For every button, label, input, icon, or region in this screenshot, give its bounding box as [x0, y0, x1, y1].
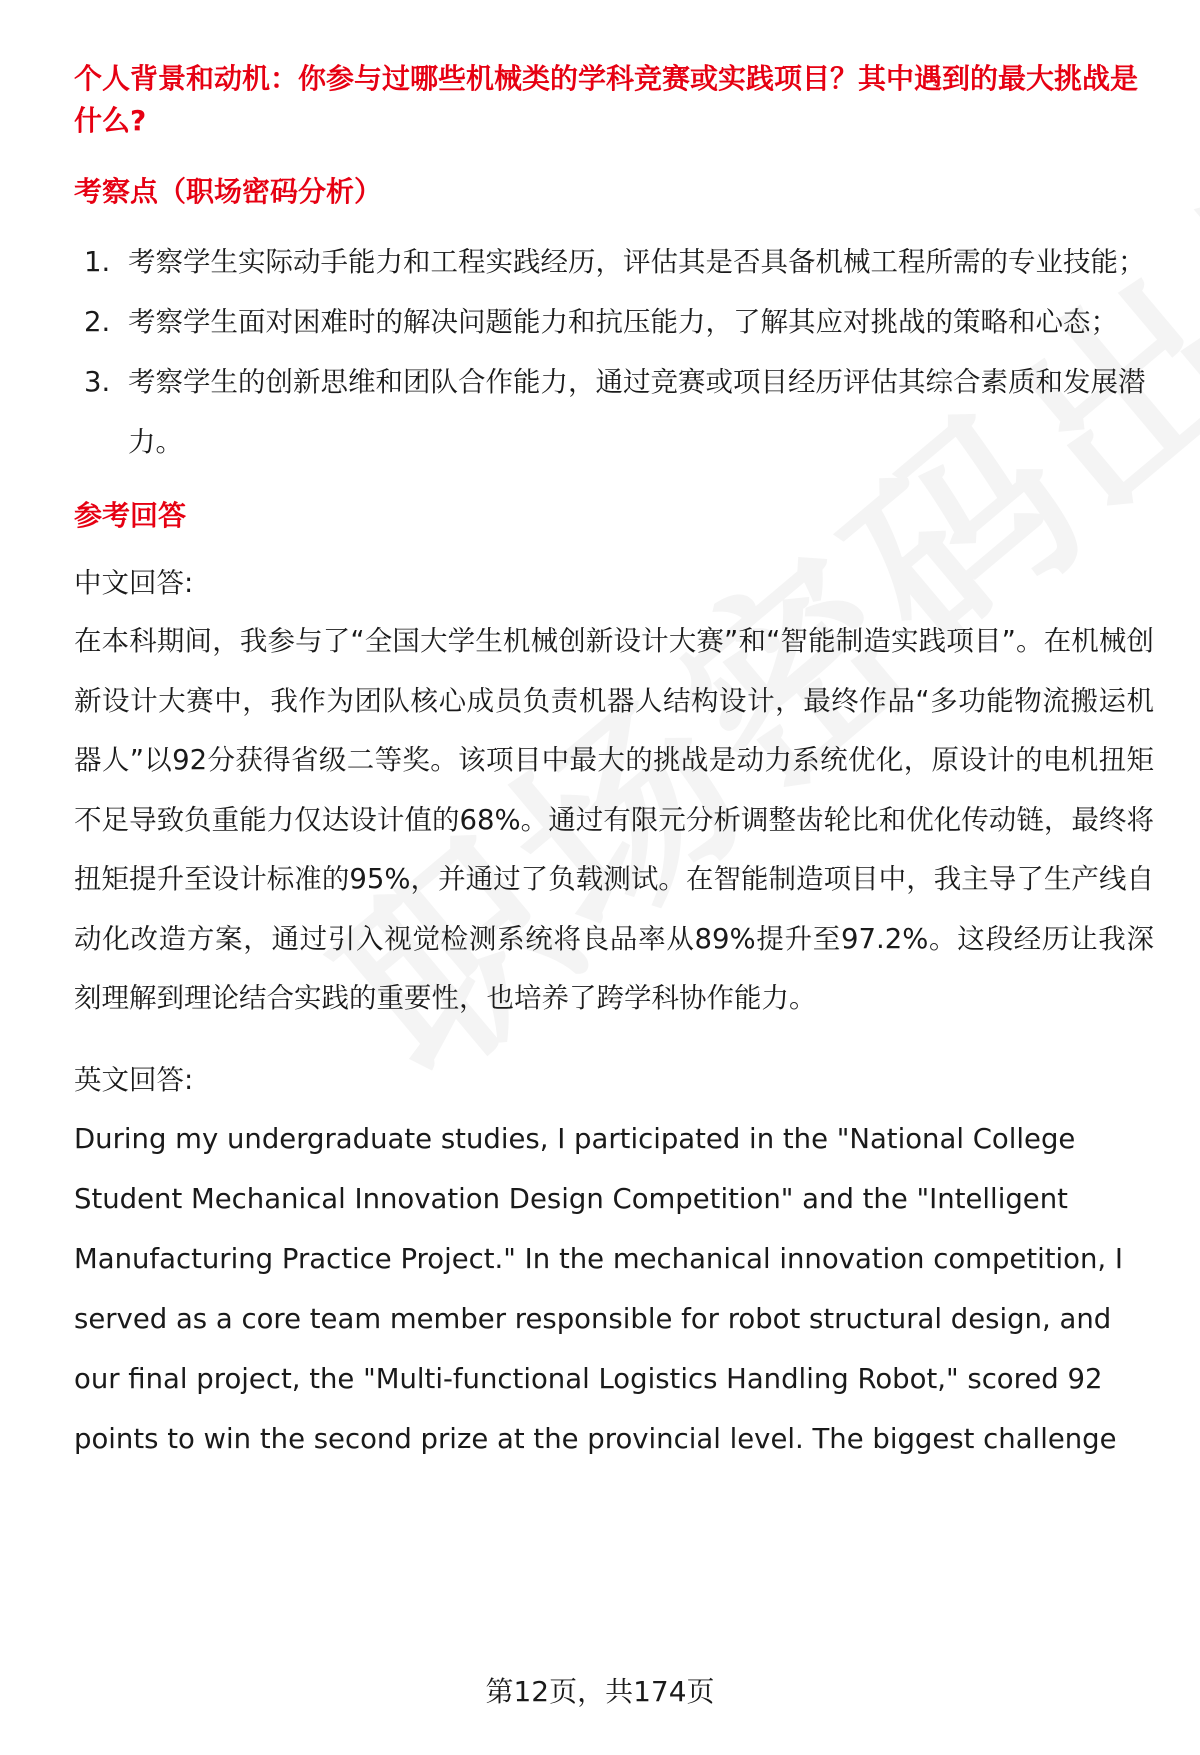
examination-points-heading: 考察点（职场密码分析）: [74, 175, 383, 208]
list-item-text: 考察学生面对困难时的解决问题能力和抗压能力，了解其应对挑战的策略和心态；: [128, 306, 1118, 338]
english-answer-line: points to win the second prize at the provincial level. The biggest challenge: [74, 1422, 1117, 1455]
list-item-text: 考察学生实际动手能力和工程实践经历，评估其是否具备机械工程所需的专业技能；: [128, 246, 1146, 278]
english-answer-text: [74, 1109, 1154, 1469]
question-heading: 个人背景和动机：你参与过哪些机械类的学科竞赛或实践项目？其中遇到的最大挑战是什么?: [74, 62, 1139, 137]
page-number-footer: 第12页，共174页: [485, 1675, 715, 1708]
examination-points-list: [74, 232, 1154, 472]
document-page: [74, 58, 1154, 1469]
english-answer-label: 英文回答:: [74, 1063, 194, 1096]
list-item-text: 考察学生的创新思维和团队合作能力，通过竞赛或项目经历评估其综合素质和发展潜力。: [128, 366, 1146, 458]
english-answer-line: served as a core team member responsible for robot structural design, and: [74, 1302, 1112, 1335]
list-item: [74, 352, 1154, 472]
list-item: [74, 292, 1154, 352]
english-answer-line: Student Mechanical Innovation Design Competition" and the "Intelligent: [74, 1182, 1068, 1215]
list-item-number: 3.: [84, 366, 111, 398]
list-item-number: 2.: [84, 306, 111, 338]
list-item: [74, 232, 1154, 292]
english-answer-line: During my undergraduate studies, I participated in the "National College: [74, 1122, 1076, 1155]
chinese-answer-label: 中文回答:: [74, 567, 194, 599]
english-answer-line: Manufacturing Practice Project." In the mechanical innovation competition, I: [74, 1242, 1124, 1275]
english-answer-line: our final project, the "Multi-functional Logistics Handling Robot," scored 92: [74, 1362, 1103, 1395]
chinese-answer-text: 在本科期间，我参与了“全国大学生机械创新设计大赛”和“智能制造实践项目”。在机械创新设计大赛中，我作为团队核心成员负责机器人结构设计，最终作品“多功能物流搬运机器人”以92分获得省级二等奖。该项目中最大的挑战是动力系统优化，原设计的电机扭矩不足导致负重能力仅达设计值的68%。通过有限元分析调整齿轮比和优化传动链，最终将扭矩提升至设计标准的95%，并通过了负载测试。在智能制造项目中，我主导了生产线自动化改造方案，通过引入视觉检测系统将良品率从89%提升至97.2%。这段经历让我深刻理解到理论结合实践的重要性，也培养了跨学科协作能力。: [74, 625, 1154, 1014]
list-item-number: 1.: [84, 246, 111, 278]
reference-answer-heading: 参考回答: [74, 499, 187, 532]
